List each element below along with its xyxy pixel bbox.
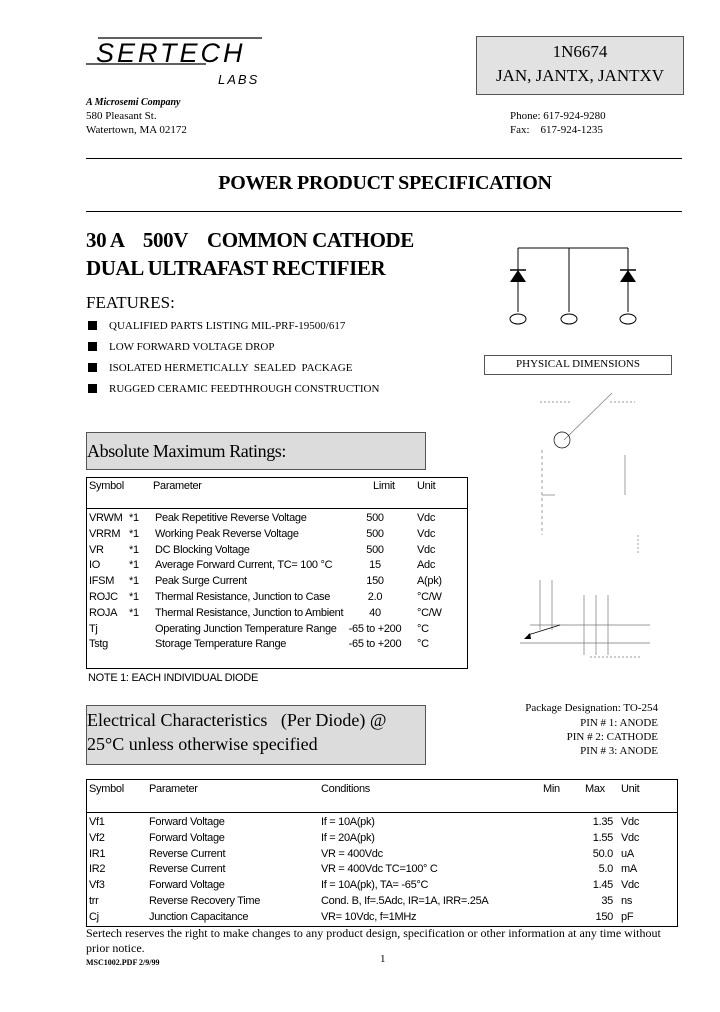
cell-limit: 40 [369, 606, 381, 619]
cell-parameter: DC Blocking Voltage [155, 543, 250, 556]
cell-max: 1.35 [592, 816, 613, 828]
cell-limit: 500 [366, 527, 384, 540]
col-header-unit: Unit [621, 783, 640, 795]
cell-note: *1 [129, 606, 139, 619]
cell-parameter: Working Peak Reverse Voltage [155, 527, 299, 540]
cell-unit: Vdc [621, 831, 640, 844]
page-number: 1 [380, 953, 386, 965]
cell-max: 35 [601, 895, 613, 907]
part-number: 1N6674 [552, 42, 608, 61]
cell-unit: Adc [417, 559, 436, 572]
cell-symbol: Vf3 [89, 879, 105, 892]
pin-2: PIN # 2: CATHODE [566, 731, 658, 743]
feature-item: ISOLATED HERMETICALLY SEALED PACKAGE [88, 362, 352, 374]
page-title: POWER PRODUCT SPECIFICATION [218, 172, 552, 194]
cell-unit: Vdc [417, 527, 436, 540]
elec-heading-line-2: 25°C unless otherwise specified [87, 734, 318, 754]
bullet-icon [88, 384, 97, 393]
physical-dimensions-label: PHYSICAL DIMENSIONS [484, 355, 672, 375]
cell-note: *1 [129, 527, 139, 540]
phone-number: Phone: 617-924-9280 [510, 110, 606, 122]
cell-conditions: VR = 400Vdc [321, 847, 383, 860]
cell-max: 1.45 [592, 879, 613, 892]
cell-parameter: Reverse Recovery Time [149, 895, 261, 907]
cell-note: *1 [129, 591, 139, 603]
document-reference: MSC1002.PDF 2/9/99 [86, 958, 160, 967]
cell-max: 5.0 [598, 863, 613, 876]
cell-conditions: If = 10A(pk) [321, 816, 375, 828]
cell-symbol: IR1 [89, 847, 106, 860]
cell-note: *1 [129, 512, 139, 524]
cell-conditions: VR = 400Vdc TC=100° C [321, 863, 438, 876]
cell-parameter: Peak Repetitive Reverse Voltage [155, 512, 307, 524]
feature-item: LOW FORWARD VOLTAGE DROP [88, 341, 274, 353]
cell-unit: pF [621, 910, 634, 923]
sertech-logo [86, 36, 262, 90]
company-note: A Microsemi Company [86, 97, 181, 108]
cell-symbol: Vf1 [89, 816, 105, 828]
cell-unit: mA [621, 863, 637, 876]
cell-limit: 2.0 [367, 591, 383, 603]
abs-max-heading-box [86, 432, 426, 470]
cell-parameter: Junction Capacitance [149, 910, 249, 923]
cell-unit: °C/W [417, 591, 442, 603]
elec-table [86, 779, 678, 927]
package-outline-drawing [500, 385, 680, 685]
cell-note: *1 [129, 559, 139, 572]
bullet-icon [88, 363, 97, 372]
title-rule [86, 211, 682, 212]
abs-max-heading: Absolute Maximum Ratings: [87, 441, 286, 461]
disclaimer: Sertech reserves the right to make changes to any product design, specification or other information at any time without prior notice. [86, 926, 661, 955]
product-subtitle-1: 30 A 500V COMMON CATHODE [86, 228, 414, 252]
cell-parameter: Reverse Current [149, 847, 226, 860]
cell-symbol: Tj [89, 622, 98, 635]
cell-symbol: VRRM [89, 527, 121, 540]
cell-limit: -65 to +200 [348, 638, 402, 651]
cell-unit: Vdc [417, 543, 436, 556]
logo-main-text: SERTECH [96, 38, 246, 68]
cell-unit: °C/W [417, 606, 442, 619]
cell-parameter: Thermal Resistance, Junction to Ambient [155, 606, 344, 619]
cell-symbol: VR [89, 543, 104, 556]
address-line-2: Watertown, MA 02172 [86, 124, 187, 136]
fax-number: Fax: 617-924-1235 [510, 124, 603, 136]
cell-symbol: Cj [89, 910, 99, 923]
part-number-box [476, 36, 684, 95]
product-subtitle-2: DUAL ULTRAFAST RECTIFIER [86, 256, 386, 280]
diode-2-icon [620, 270, 636, 282]
cell-limit: 500 [366, 543, 384, 556]
cell-conditions: Cond. B, If=.5Adc, IR=1A, IRR=.25A [321, 895, 489, 907]
cell-unit: Vdc [417, 512, 436, 524]
common-cathode-schematic [500, 240, 650, 330]
cell-limit: 15 [369, 559, 381, 572]
cell-unit: °C [417, 622, 429, 635]
cell-parameter: Thermal Resistance, Junction to Case [155, 591, 331, 603]
cell-note: *1 [129, 543, 139, 556]
diode-1-icon [510, 270, 526, 282]
cell-symbol: ROJA [89, 606, 118, 619]
cell-symbol: IR2 [89, 863, 106, 876]
col-header-limit: Limit [373, 480, 395, 492]
pin-3: PIN # 3: ANODE [580, 745, 658, 757]
feature-item: QUALIFIED PARTS LISTING MIL-PRF-19500/617 [88, 320, 345, 332]
cell-limit: 150 [366, 575, 384, 588]
cell-symbol: Tstg [89, 638, 108, 651]
address-line-1: 580 Pleasant St. [86, 110, 157, 122]
cell-parameter: Reverse Current [149, 863, 226, 876]
part-variants: JAN, JANTX, JANTXV [495, 66, 665, 85]
col-header-parameter: Parameter [153, 480, 202, 492]
col-header-max: Max [585, 783, 605, 795]
cell-unit: °C [417, 638, 429, 651]
feature-item: RUGGED CERAMIC FEEDTHROUGH CONSTRUCTION [88, 383, 379, 395]
table-header-rule [87, 812, 677, 813]
cell-conditions: If = 20A(pk) [321, 831, 375, 844]
cell-unit: Vdc [621, 816, 640, 828]
elec-heading-line-1: Electrical Characteristics (Per Diode) @ [87, 710, 387, 730]
col-header-symbol: Symbol [89, 480, 124, 492]
features-heading: FEATURES: [86, 293, 175, 312]
cell-parameter: Storage Temperature Range [155, 638, 287, 651]
cell-symbol: trr [89, 895, 99, 907]
cell-symbol: VRWM [89, 512, 123, 524]
col-header-conditions: Conditions [321, 783, 370, 795]
cell-max: 50.0 [592, 847, 613, 860]
cell-unit: uA [621, 847, 634, 860]
cell-symbol: IO [89, 559, 101, 572]
bullet-icon [88, 342, 97, 351]
cell-unit: Vdc [621, 879, 640, 892]
logo-sub-text: LABS [218, 72, 260, 87]
pin-1: PIN # 1: ANODE [580, 717, 658, 729]
cell-parameter: Forward Voltage [149, 831, 225, 844]
elec-heading-box [86, 705, 426, 765]
cell-max: 1.55 [592, 831, 613, 844]
cell-symbol: Vf2 [89, 831, 105, 844]
cell-symbol: IFSM [89, 575, 115, 588]
cell-conditions: VR= 10Vdc, f=1MHz [321, 910, 417, 923]
cell-limit: -65 to +200 [348, 622, 402, 635]
cell-parameter: Forward Voltage [149, 816, 225, 828]
table-header-rule [87, 508, 467, 509]
cell-max: 150 [595, 910, 613, 923]
abs-max-table [86, 477, 468, 669]
cell-symbol: ROJC [89, 591, 118, 603]
cell-limit: 500 [366, 512, 384, 524]
cell-unit: ns [621, 895, 633, 907]
cell-parameter: Forward Voltage [149, 879, 225, 892]
col-header-symbol: Symbol [89, 783, 124, 795]
cell-parameter: Operating Junction Temperature Range [155, 622, 337, 635]
cell-parameter: Average Forward Current, TC= 100 °C [155, 559, 333, 572]
cell-note: *1 [129, 575, 139, 588]
col-header-min: Min [543, 783, 560, 795]
cell-unit: A(pk) [417, 575, 442, 588]
abs-max-note: NOTE 1: EACH INDIVIDUAL DIODE [88, 672, 258, 684]
package-designation: Package Designation: TO-254 [525, 702, 658, 714]
bullet-icon [88, 321, 97, 330]
cell-parameter: Peak Surge Current [155, 575, 247, 588]
col-header-parameter: Parameter [149, 783, 198, 795]
col-header-unit: Unit [417, 480, 436, 492]
header-rule [86, 158, 682, 159]
cell-conditions: If = 10A(pk), TA= -65°C [321, 879, 429, 892]
